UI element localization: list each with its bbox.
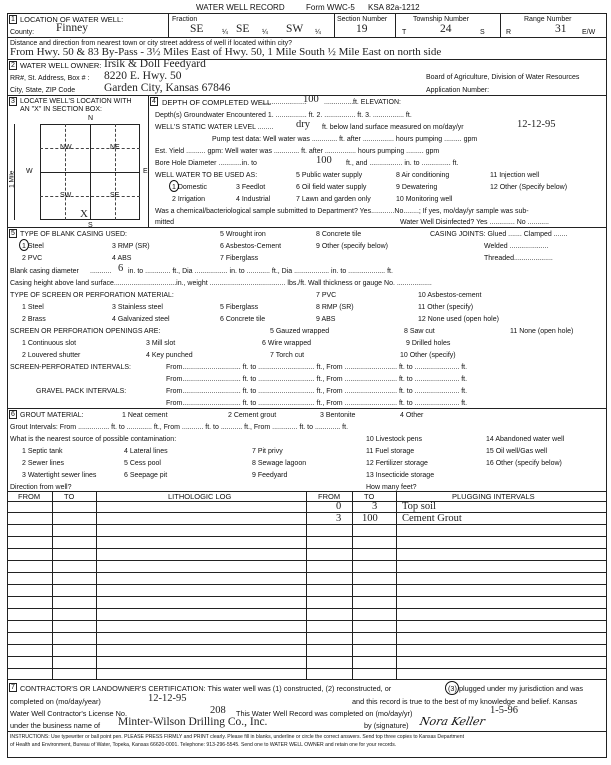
- owner-label: WATER WELL OWNER:: [20, 61, 102, 70]
- steel-circle: [19, 239, 29, 251]
- distance-label: Distance and direction from nearest town or city street address of well if located within city?: [10, 40, 293, 47]
- log-to-header: TO: [64, 492, 75, 501]
- well-x-mark: X: [80, 208, 88, 220]
- address-label: RR#, St. Address, Box # :: [10, 75, 90, 82]
- plug-row-1-text: Top soil: [402, 501, 436, 512]
- plugging-header: PLUGGING INTERVALS: [452, 492, 535, 501]
- township-label: Township Number: [413, 16, 470, 23]
- grout-label: GROUT MATERIAL:: [20, 412, 84, 419]
- casing-steel[interactable]: 1 Steel: [22, 243, 44, 250]
- bore-depth: 100: [316, 155, 332, 166]
- township-value: 24: [440, 23, 452, 35]
- location-label: LOCATION OF WATER WELL:: [20, 15, 124, 24]
- domestic-circle: [169, 180, 179, 192]
- form-number: Form WWC-5: [306, 3, 355, 12]
- fraction-2: SE: [236, 23, 250, 35]
- instructions-2: of Health and Environment, Bureau of Water, Topeka, Kansas 66620-0001. Telephone: 913-296-5545. Send one to WATER WELL OWNER and retain one for your records.: [10, 742, 397, 748]
- county-label: County:: [10, 29, 35, 36]
- fraction-label: Fraction: [172, 16, 198, 23]
- water-well-record-form: WATER WELL RECORD Form WWC-5 KSA 82a-1212 1 LOCATION OF WATER WELL: County: Finney Fraction SE ¼ SE ¼ SW ¼ Section Number 19 Township Number T 24 S Range Number R 31 E/W Distance and direction from nearest town or city street address of well if located within city? From Hwy. 50 & 83 By-Pass - 3½ Miles East of Hwy. 50, 1 Mile South ½ Mile East on north side 2 WATER WELL OWNER: Irsik & Doll Feedyard RR#, St. Address, Box # : 8220 E. Hwy. 50 Board of Agriculture, Division of Water Resources City, State, ZIP Code Garden City, Kansas 67846 Application Number: 3 LOCATE WELL'S LOCATION WITH AN "X" IN SECTION BOX: N NW NE SW SE W E S X 1 Mile 4 DEPTH OF COMPLETED WELL ....................... 100 ................ ft. ELEVATION: Depth(s) Groundwater Encountered 1. ................ ft. 2. ................ ft. 3. ................ ft. WELL'S STATIC WATER LEVEL ........ dry ft. below land surface measured on mo/day/yr 12-12-95 Pump test data: Well water was ............. ft. after ................ hours pumping ......... gpm Est. Yield .......... gpm: Well water was ............. ft. after ................ hours pumping ......... gpm Bore Hole Diameter ............in. to 100 ft., and ................. in. to ............... ft. WELL WATER TO BE USED AS: 5 Public water supply 8 Air conditioning 11 Injection well 1 Domestic 3 Feedlot 6 Oil field water supply 9 Dewatering 12 Other (Specify below) 2 Irrigation 4 Industrial 7 Lawn and garden only 10 Monitoring well Was a chemical/bacteriological sample submitted to Department? Yes............No........; If yes, mo/day/yr sample was sub- mitted Water Well Disinfected? Yes ............. No ........... 5 TYPE OF BLANK CASING USED: 5 Wrought iron 8 Concrete tile CASING JOINTS: Glued ....... Clamped ....... 1 Steel 3 RMP (SR) 6 Asbestos-Cement 9 Other (specify below) Welded .................... 2 PVC 4 ABS 7 Fiberglass Threaded.................... Blank casing diameter ........... 6 in. to ............. ft., Dia ................. in. to ............ ft., Dia .................. in. to ................... ft. Casing height above land surface................................in., weight ....................................... lbs./ft. Wall thickness or gauge No. .................. TYPE OF SCREEN OR PERFORATION MATERIAL: 7 PVC 10 Asbestos-cement 1 Steel 3 Stainless steel 5 Fiberglass 8 RMP (SR) 11 Other (specify) 2 Brass 4 Galvanized steel 6 Concrete tile 9 ABS 12 None used (open hole) SCREEN OR PERFORATION OPENINGS ARE: 5 Gauzed wrapped 8 Saw cut 11 None (open hole) 1 Continuous slot 3 Mill slot 6 Wire wrapped 9 Drilled holes 2 Louvered shutter 4 Key punched 7 Torch cut 10 Other (specify) SCREEN-PERFORATED INTERVALS: From.............................. ft. to ............................. ft., From ........................... ft. to ....................... ft. From.............................. ft. to ............................. ft., From ........................... ft. to ....................... ft. GRAVEL PACK INTERVALS: From.............................. ft. to ............................. ft., From ........................... ft. to ....................... ft. From.............................. ft. to ............................. ft., From ........................... ft. to ....................... ft. 6 GROUT MATERIAL: 1 Neat cement 2 Cement grout 3 Bentonite 4 Other Grout Intervals: From ................ ft. to ............. ft., From ........... ft. to ........... ft., From ............. ft. to ............. ft. What is the nearest source of possible contamination: 10 Livestock pens 14 Abandoned water well 1 Septic tank 4 Lateral lines 7 Pit privy 11 Fuel storage 15 Oil well/Gas well 2 Sewer lines 5 Cess pool 8 Sewage lagoon 12 Fertilizer storage 16 Other (specify below) 3 Watertight sewer lines 6 Seepage pit 9 Feedyard 13 Insecticide storage Direction from well? How many feet? FROM TO LITHOLOGIC LOG FROM TO PLUGGING INTERVALS 0 3 Top soil 3 100 Cement Grout 7 CONTRACTOR'S OR LANDOWNER'S CERTIFICATION: This water well was (1) constructed, (2) reconstructed, or (3) plugged under my jurisdiction and was completed on (mo/day/year) 12-12-95 and this record is true to the best of my knowledge and belief. Kansas Water Well Contractor's License No. 208 This Water Well Record was completed on (mo/day/yr) 1-5-96 under the business name of Minter-Wilson Drilling Co., Inc. by (signature) Nora Keller INSTRUCTIONS: Use typewriter or ball point pen. PLEASE PRESS FIRMLY and PRINT clearly. Please fill in blanks, underline or circle the correct answers. Send top three copies to Kansas Department of Health and Environment, Bureau of Water, Topeka, Kansas 66620-0001. Telephone: 913-296-5545. Send one to WATER WELL OWNER and retain one for your records.: [0, 0, 611, 765]
- casing-diameter: 6: [118, 263, 124, 274]
- instructions-1: INSTRUCTIONS: Use typewriter or ball point pen. PLEASE PRESS FIRMLY and PRINT clearly. Please fill in blanks, underline or circle the correct answers. Send top three copies to Kansas Department: [10, 734, 465, 740]
- static-level: dry: [296, 119, 310, 130]
- depth-label: DEPTH OF COMPLETED WELL: [162, 98, 272, 107]
- locate-label: LOCATE WELL'S LOCATION WITH: [20, 98, 132, 105]
- plug-row-2-text: Cement Grout: [402, 513, 462, 524]
- county-value: Finney: [56, 22, 88, 34]
- plug-row-2-from: 3: [336, 513, 342, 524]
- owner-address: 8220 E. Hwy. 50: [104, 70, 182, 82]
- completed-date: 12-12-95: [148, 693, 187, 704]
- owner-name: Irsik & Doll Feedyard: [104, 58, 206, 70]
- plug-from-header: FROM: [318, 492, 341, 501]
- casing-label: TYPE OF BLANK CASING USED:: [20, 231, 127, 238]
- plug-row-2-to: 100: [362, 513, 378, 524]
- cert-plugged: (3) plugged under my jurisdiction and was: [448, 684, 584, 693]
- license-number: 208: [210, 705, 226, 716]
- litho-header: LITHOLOGIC LOG: [168, 492, 232, 501]
- ksa-ref: KSA 82a-1212: [368, 3, 420, 12]
- screen-label: TYPE OF SCREEN OR PERFORATION MATERIAL:: [10, 292, 174, 299]
- signature: Nora Keller: [418, 715, 487, 728]
- range-value: 31: [555, 23, 567, 35]
- plug-to-header: TO: [364, 492, 375, 501]
- owner-city: Garden City, Kansas 67846: [104, 82, 231, 94]
- section-label: Section Number: [337, 16, 388, 23]
- business-name: Minter-Wilson Drilling Co., Inc.: [118, 716, 268, 728]
- section-value: 19: [356, 23, 368, 35]
- form-title: WATER WELL RECORD: [196, 3, 285, 12]
- use-label: WELL WATER TO BE USED AS:: [155, 172, 258, 179]
- depth-value: 100: [303, 94, 319, 105]
- application-label: Application Number:: [426, 87, 490, 94]
- static-date: 12-12-95: [517, 119, 556, 130]
- city-label: City, State, ZIP Code: [10, 87, 76, 94]
- plug-row-1-from: 0: [336, 501, 342, 512]
- use-domestic[interactable]: 1 Domestic: [172, 184, 208, 191]
- mile-scale: 1 Mile: [8, 170, 16, 188]
- record-date: 1-5-96: [490, 705, 518, 716]
- distance-value: From Hwy. 50 & 83 By-Pass - 3½ Miles East of Hwy. 50, 1 Mile South ½ Mile East on north side: [10, 46, 442, 58]
- log-from-header: FROM: [18, 492, 41, 501]
- fraction-1: SE: [190, 23, 204, 35]
- fraction-3: SW: [286, 23, 304, 35]
- board-text: Board of Agriculture, Division of Water Resources: [426, 74, 580, 81]
- plug-row-1-to: 3: [372, 501, 378, 512]
- plugged-circle: [445, 681, 459, 695]
- cert-label: CONTRACTOR'S OR LANDOWNER'S CERTIFICATION: This water well was (1) constructed, (2) reconstructed, or: [20, 684, 392, 693]
- range-label: Range Number: [524, 16, 572, 23]
